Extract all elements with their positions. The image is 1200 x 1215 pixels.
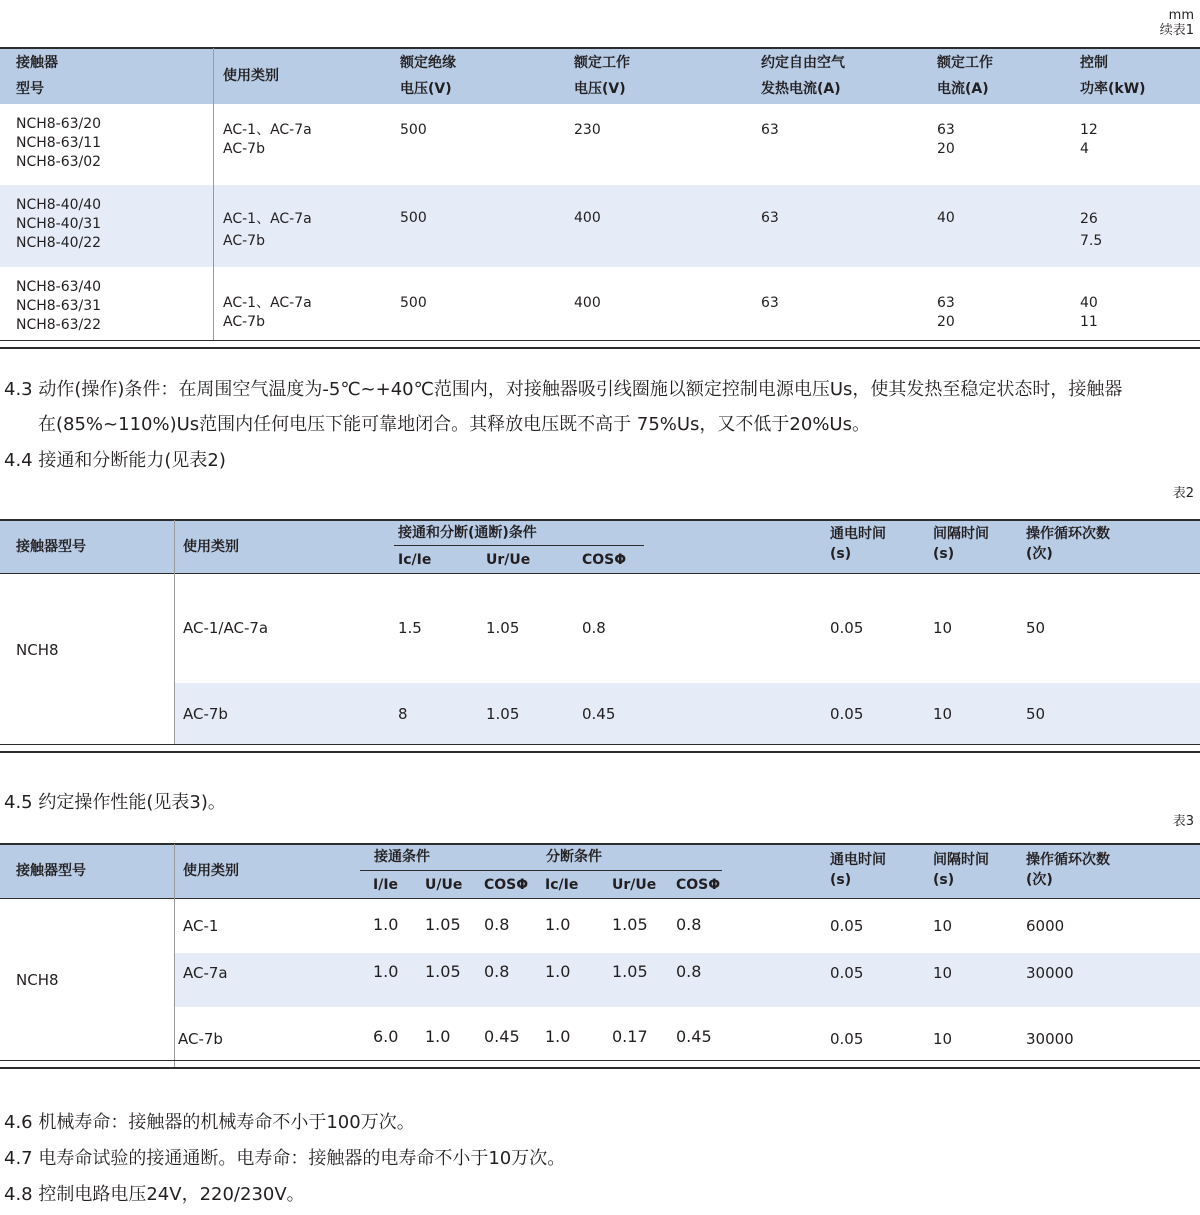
para-4-3-line2: 在(85%~110%)Us范围内任何电压下能可靠地闭合。其释放电压既不高于 75%Us，又不低于20%Us。 — [38, 414, 870, 435]
table3-group-rule — [360, 870, 722, 871]
t1-r3-thermal-current: 63 — [761, 295, 779, 311]
t3-r2-on-time: 0.05 — [830, 964, 864, 982]
t3-r2-break-ur-ue: 1.05 — [612, 962, 648, 981]
t3-r3-break-cos: 0.45 — [676, 1027, 712, 1046]
t2-r2-ic-ie: 8 — [398, 705, 408, 723]
t3-r2-make-u-ue: 1.05 — [425, 962, 461, 981]
table2-caption: 表2 — [1172, 486, 1194, 501]
table3-caption: 表3 — [1172, 814, 1194, 829]
table2-header-rule — [0, 573, 1200, 574]
table1-caption: 续表1 — [1159, 23, 1194, 38]
t3-r3-break-ic-ie: 1.0 — [545, 1027, 571, 1046]
t3-r3-on-time: 0.05 — [830, 1030, 864, 1048]
table1-top-rule — [0, 47, 1200, 49]
t2-header-model: 接触器型号 — [16, 539, 86, 555]
t2-r1-interval: 10 — [933, 619, 953, 637]
t3-r1-break-cos: 0.8 — [676, 915, 702, 934]
table3-bottom-rule-double — [0, 1067, 1200, 1069]
t3-header-on-time: 通电时间 (s) — [830, 852, 886, 888]
t3-r2-category: AC-7a — [183, 964, 228, 982]
t1-r1-model: NCH8-63/20 NCH8-63/11 NCH8-63/02 — [16, 116, 102, 170]
t2-header-interval: 间隔时间 (s) — [933, 526, 989, 562]
t2-header-group: 接通和分断(通断)条件 — [398, 525, 537, 541]
t3-r1-cycles: 6000 — [1026, 917, 1065, 935]
para-4-6: 4.6 机械寿命：接触器的机械寿命不小于100万次。 — [4, 1112, 415, 1133]
t2-r2-ur-ue: 1.05 — [486, 705, 520, 723]
t2-header-on-time: 通电时间 (s) — [830, 526, 886, 562]
t2-header-ic-ie: Ic/Ie — [398, 552, 432, 568]
t2-model: NCH8 — [16, 641, 59, 659]
table1-bottom-rule-double — [0, 347, 1200, 349]
t3-r3-make-cos: 0.45 — [484, 1027, 520, 1046]
t3-header-make-u-ue: U/Ue — [425, 877, 463, 893]
t1-r1-control-power: 12 4 — [1080, 122, 1098, 157]
t3-r3-make-i-ie: 6.0 — [373, 1027, 399, 1046]
t3-r1-make-u-ue: 1.05 — [425, 915, 461, 934]
t1-header-operating-voltage: 额定工作 电压(V) — [574, 55, 630, 97]
t2-r1-cycles: 50 — [1026, 619, 1046, 637]
t1-header-thermal-current: 约定自由空气 发热电流(A) — [761, 55, 845, 97]
t2-r2-cycles: 50 — [1026, 705, 1046, 723]
t1-r1-thermal-current: 63 — [761, 122, 779, 138]
t2-r1-ur-ue: 1.05 — [486, 619, 520, 637]
t1-r3-insulation-voltage: 500 — [400, 295, 427, 311]
t3-header-category: 使用类别 — [183, 863, 239, 879]
t1-r2-control-power: 26 7.5 — [1080, 211, 1103, 249]
t1-r3-operating-current: 63 20 — [937, 295, 955, 330]
t2-header-ur-ue: Ur/Ue — [486, 552, 531, 568]
t3-r1-on-time: 0.05 — [830, 917, 864, 935]
t1-r3-control-power: 40 11 — [1080, 295, 1098, 330]
t3-r2-interval: 10 — [933, 964, 953, 982]
t3-r3-break-ur-ue: 0.17 — [612, 1027, 648, 1046]
t2-r2-cos: 0.45 — [582, 705, 616, 723]
t3-r1-make-cos: 0.8 — [484, 915, 510, 934]
t2-r2-on-time: 0.05 — [830, 705, 864, 723]
t3-r3-category: AC-7b — [178, 1030, 223, 1048]
para-4-4: 4.4 接通和分断能力(见表2) — [4, 450, 226, 471]
t2-header-category: 使用类别 — [183, 539, 239, 555]
t1-r2-model: NCH8-40/40 NCH8-40/31 NCH8-40/22 — [16, 197, 102, 251]
table2-bottom-rule — [0, 744, 1200, 745]
table2-column-divider — [174, 520, 175, 744]
t2-header-cycles: 操作循环次数 (次) — [1026, 526, 1110, 562]
t3-header-model: 接触器型号 — [16, 863, 86, 879]
t1-r2-operating-current: 40 — [937, 210, 955, 226]
t1-r2-thermal-current: 63 — [761, 210, 779, 226]
t3-header-break-ic-ie: Ic/Ie — [545, 877, 579, 893]
table3-column-divider — [174, 844, 175, 1068]
t1-r1-insulation-voltage: 500 — [400, 122, 427, 138]
table1-bottom-rule — [0, 340, 1200, 341]
t1-r2-category: AC-1、AC-7a AC-7b — [223, 211, 312, 249]
table2-group-rule — [394, 545, 644, 546]
t3-r1-break-ur-ue: 1.05 — [612, 915, 648, 934]
t3-r3-interval: 10 — [933, 1030, 953, 1048]
unit-label: mm — [1168, 8, 1194, 23]
table3-header-rule — [0, 898, 1200, 899]
t3-r2-make-i-ie: 1.0 — [373, 962, 399, 981]
table2-bottom-rule-double — [0, 751, 1200, 753]
t1-r3-model: NCH8-63/40 NCH8-63/31 NCH8-63/22 — [16, 279, 102, 333]
t3-r2-make-cos: 0.8 — [484, 962, 510, 981]
t3-header-interval: 间隔时间 (s) — [933, 852, 989, 888]
t3-header-make-group: 接通条件 — [374, 849, 430, 865]
t2-header-cos: COSΦ — [582, 552, 627, 568]
t3-header-make-i-ie: I/Ie — [373, 877, 399, 893]
t2-r1-cos: 0.8 — [582, 619, 606, 637]
para-4-7: 4.7 电寿命试验的接通通断。电寿命：接触器的电寿命不小于10万次。 — [4, 1148, 566, 1169]
t2-r2-interval: 10 — [933, 705, 953, 723]
t2-r1-ic-ie: 1.5 — [398, 619, 422, 637]
t3-header-break-group: 分断条件 — [546, 849, 602, 865]
table1-column-divider — [213, 48, 214, 340]
para-4-8: 4.8 控制电路电压24V，220/230V。 — [4, 1184, 305, 1205]
t3-header-break-ur-ue: Ur/Ue — [612, 877, 657, 893]
t2-r1-on-time: 0.05 — [830, 619, 864, 637]
t2-r1-category: AC-1/AC-7a — [183, 619, 269, 637]
t1-r3-operating-voltage: 400 — [574, 295, 601, 311]
t1-header-category: 使用类别 — [223, 68, 279, 84]
t3-header-break-cos: COSΦ — [676, 877, 721, 893]
t3-r1-make-i-ie: 1.0 — [373, 915, 399, 934]
t3-r3-make-u-ue: 1.0 — [425, 1027, 451, 1046]
t3-r1-break-ic-ie: 1.0 — [545, 915, 571, 934]
table3-bottom-rule — [0, 1060, 1200, 1061]
t1-r2-operating-voltage: 400 — [574, 210, 601, 226]
t1-r1-operating-current: 63 20 — [937, 122, 955, 157]
t1-r1-category: AC-1、AC-7a AC-7b — [223, 122, 312, 157]
t3-r3-cycles: 30000 — [1026, 1030, 1074, 1048]
t3-model: NCH8 — [16, 971, 59, 989]
t3-header-cycles: 操作循环次数 (次) — [1026, 852, 1110, 888]
t3-r1-interval: 10 — [933, 917, 953, 935]
table2-top-rule — [0, 519, 1200, 521]
t1-header-control-power: 控制 功率(kW) — [1080, 55, 1146, 97]
t3-r2-break-cos: 0.8 — [676, 962, 702, 981]
t3-r2-cycles: 30000 — [1026, 964, 1074, 982]
t3-header-make-cos: COSΦ — [484, 877, 529, 893]
t3-r1-category: AC-1 — [183, 917, 219, 935]
t1-r1-operating-voltage: 230 — [574, 122, 601, 138]
t1-r3-category: AC-1、AC-7a AC-7b — [223, 295, 312, 330]
t1-r2-insulation-voltage: 500 — [400, 210, 427, 226]
para-4-5: 4.5 约定操作性能(见表3)。 — [4, 792, 226, 813]
para-4-3-line1: 4.3 动作(操作)条件：在周围空气温度为-5℃~+40℃范围内，对接触器吸引线圈施以额定控制电源电压Us，使其发热至稳定状态时，接触器 — [4, 379, 1123, 400]
t2-r2-category: AC-7b — [183, 705, 228, 723]
t1-header-insulation-voltage: 额定绝缘 电压(V) — [400, 55, 456, 97]
t1-header-model: 接触器 型号 — [16, 55, 58, 97]
t1-header-operating-current: 额定工作 电流(A) — [937, 55, 993, 97]
table2-row-band — [175, 683, 1200, 744]
t3-r2-break-ic-ie: 1.0 — [545, 962, 571, 981]
